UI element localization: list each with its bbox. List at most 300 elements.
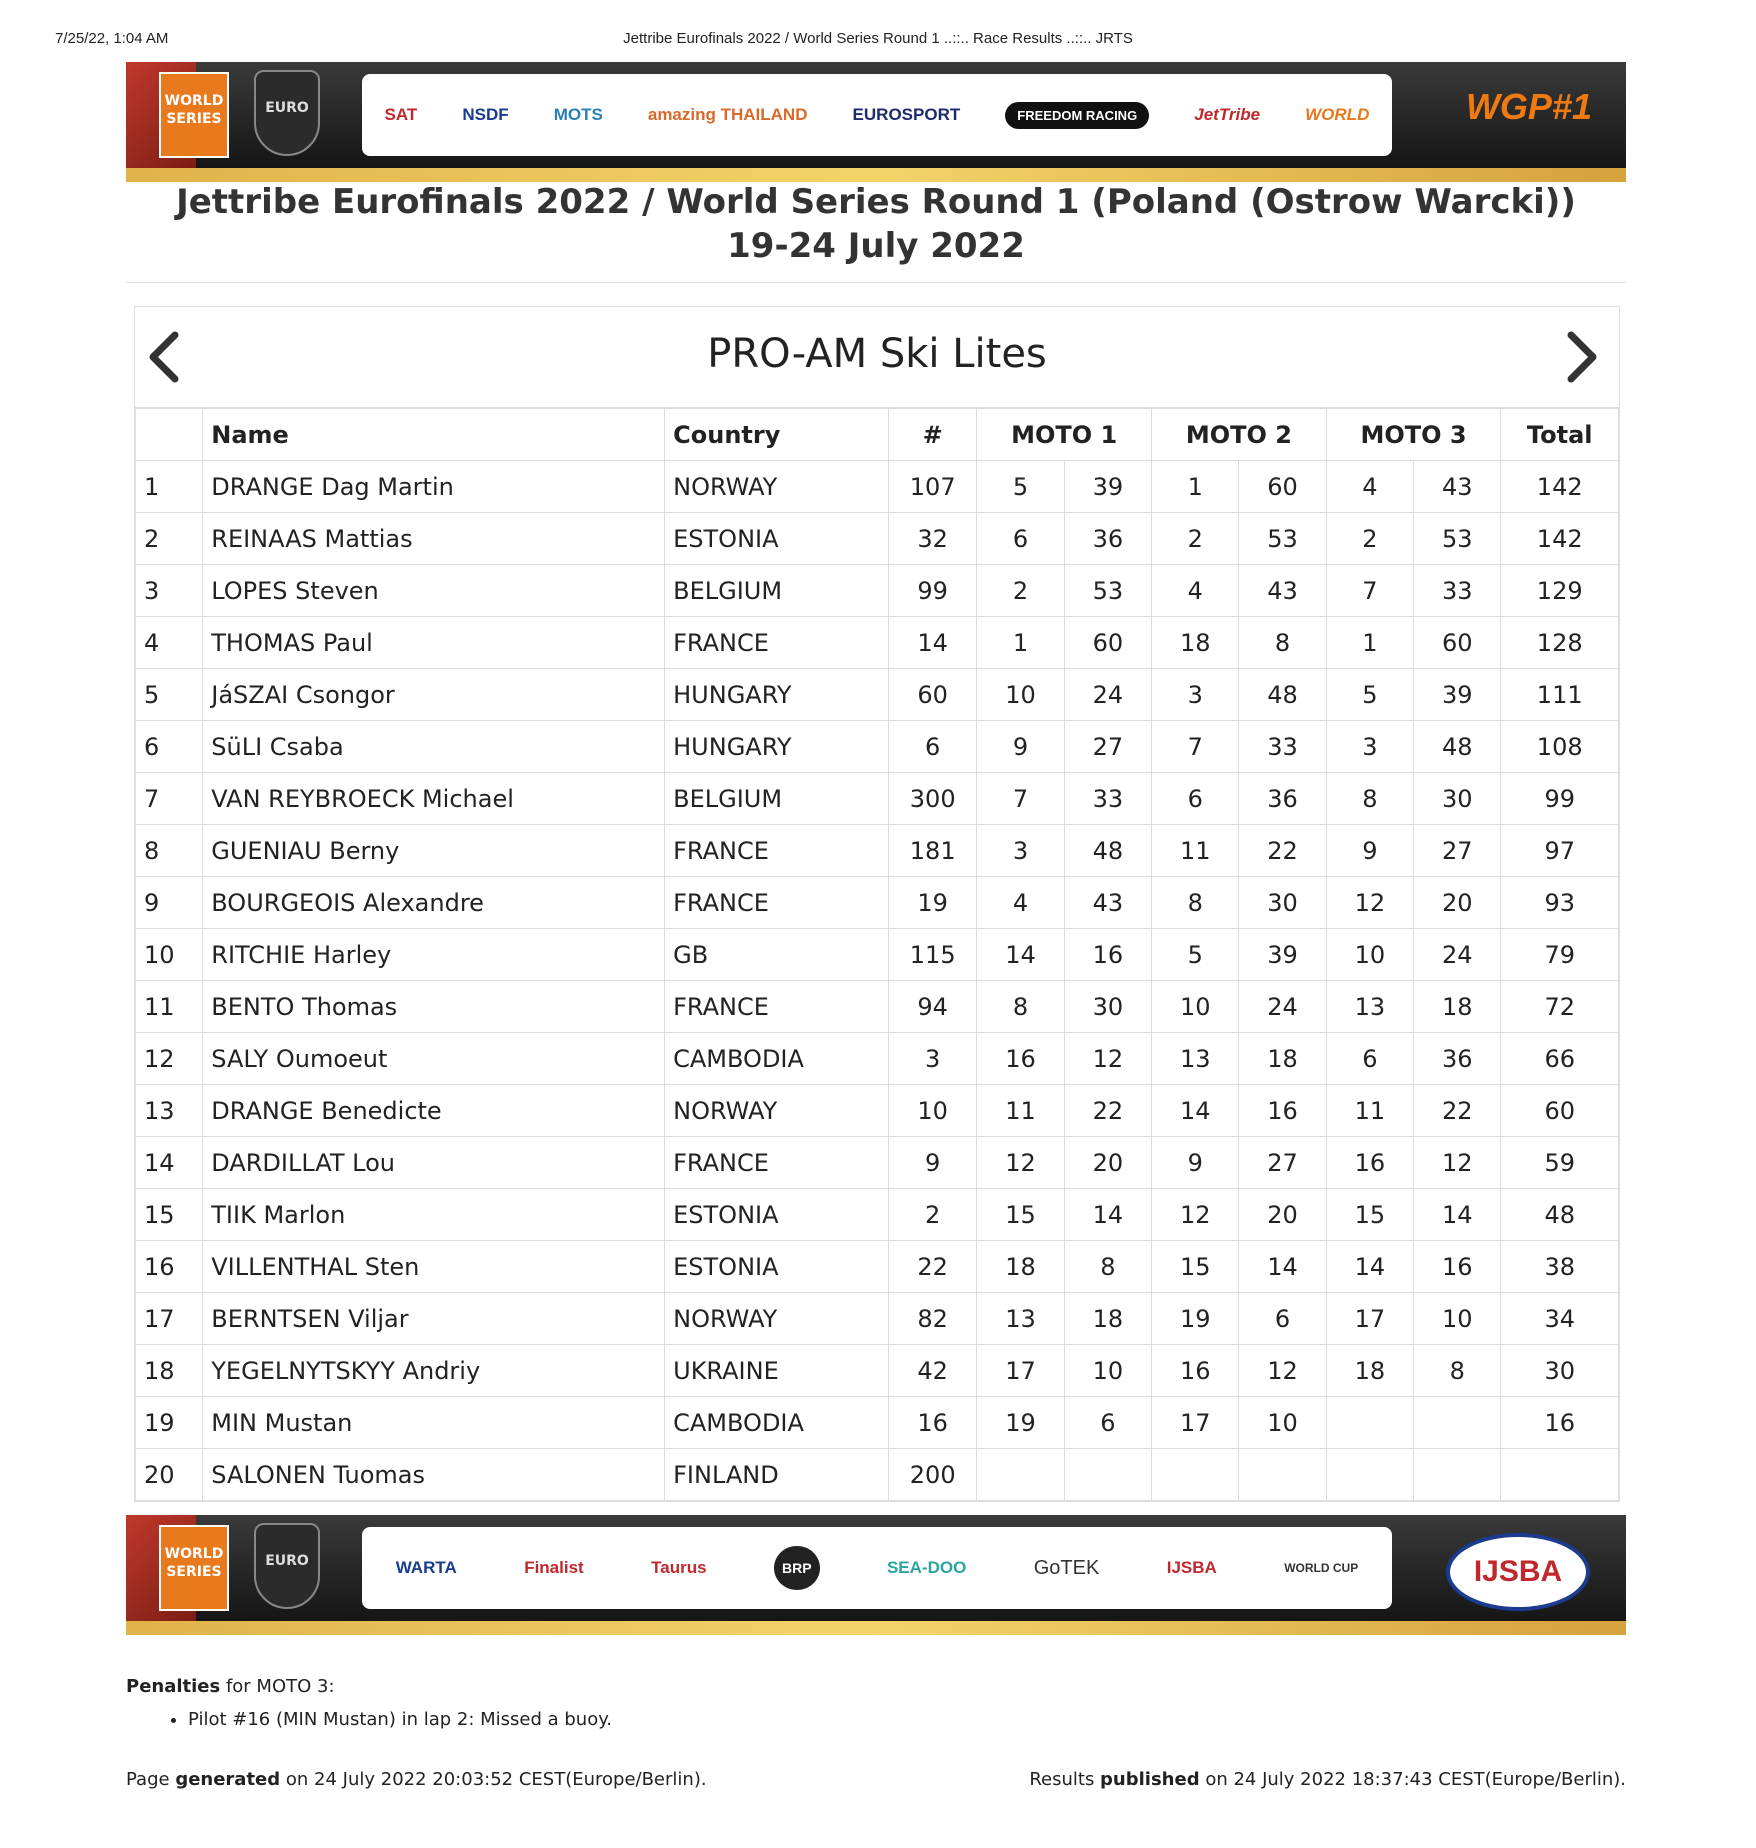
event-dates: 19-24 July 2022	[727, 226, 1025, 266]
total-cell: 128	[1501, 617, 1619, 669]
table-row	[136, 1189, 1619, 1241]
moto3-place-cell: 17	[1326, 1293, 1413, 1345]
moto3-place-cell: 16	[1326, 1137, 1413, 1189]
top-sponsor-banner	[126, 62, 1626, 182]
moto2-place-cell	[1152, 1449, 1239, 1501]
number-cell: 19	[889, 877, 977, 929]
moto3-points-cell: 43	[1414, 461, 1501, 513]
number-cell: 115	[889, 929, 977, 981]
moto1-place-cell: 3	[977, 825, 1064, 877]
moto2-points-cell: 10	[1239, 1397, 1326, 1449]
sponsor-logo: WORLD	[1305, 105, 1370, 124]
table-header-row	[136, 409, 1619, 461]
table-row	[136, 513, 1619, 565]
moto1-points-cell: 22	[1064, 1085, 1151, 1137]
number-cell: 99	[889, 565, 977, 617]
number-cell: 2	[889, 1189, 977, 1241]
moto2-place-cell: 10	[1152, 981, 1239, 1033]
moto3-points-cell: 39	[1414, 669, 1501, 721]
header-moto3: MOTO 3	[1326, 409, 1501, 461]
sponsor-logo: EUROSPORT	[852, 105, 961, 124]
euro-jetski-logo: EURO	[254, 1523, 320, 1609]
moto1-points-cell: 36	[1064, 513, 1151, 565]
number-cell: 107	[889, 461, 977, 513]
sponsor-logo: NSDF	[462, 105, 509, 124]
moto1-place-cell: 7	[977, 773, 1064, 825]
sponsor-logo: FREEDOM RACING	[1005, 102, 1149, 129]
moto1-place-cell: 4	[977, 877, 1064, 929]
moto2-place-cell: 16	[1152, 1345, 1239, 1397]
print-date: 7/25/22, 1:04 AM	[55, 30, 169, 47]
moto3-place-cell: 8	[1326, 773, 1413, 825]
total-cell: 108	[1501, 721, 1619, 773]
total-cell: 93	[1501, 877, 1619, 929]
moto3-points-cell	[1414, 1397, 1501, 1449]
moto3-place-cell: 4	[1326, 461, 1413, 513]
generated-date: on 24 July 2022 20:03:52 CEST(Europe/Berlin).	[280, 1769, 707, 1790]
moto2-place-cell: 1	[1152, 461, 1239, 513]
moto2-place-cell: 13	[1152, 1033, 1239, 1085]
sponsor-logo: SEA-DOO	[886, 1558, 967, 1577]
table-row	[136, 1397, 1619, 1449]
name-cell: TIIK Marlon	[203, 1189, 665, 1241]
country-cell: FRANCE	[665, 1137, 889, 1189]
country-cell: NORWAY	[665, 1293, 889, 1345]
moto1-place-cell: 12	[977, 1137, 1064, 1189]
position-cell: 10	[136, 929, 203, 981]
position-cell: 2	[136, 513, 203, 565]
moto2-place-cell: 18	[1152, 617, 1239, 669]
total-cell: 48	[1501, 1189, 1619, 1241]
penalties-section	[126, 1676, 612, 1730]
name-cell: VILLENTHAL Sten	[203, 1241, 665, 1293]
number-cell: 14	[889, 617, 977, 669]
total-cell: 72	[1501, 981, 1619, 1033]
total-cell: 129	[1501, 565, 1619, 617]
moto2-points-cell: 43	[1239, 565, 1326, 617]
position-cell: 15	[136, 1189, 203, 1241]
header-pos	[136, 409, 203, 461]
name-cell: RITCHIE Harley	[203, 929, 665, 981]
moto3-points-cell: 22	[1414, 1085, 1501, 1137]
moto1-points-cell: 8	[1064, 1241, 1151, 1293]
generated-prefix: Page	[126, 1769, 176, 1790]
chevron-right-icon[interactable]	[1557, 327, 1605, 387]
ijsba-logo: IJSBA	[1446, 1533, 1590, 1611]
sponsor-logo: JetTribe	[1194, 105, 1261, 124]
number-cell: 16	[889, 1397, 977, 1449]
table-row	[136, 1085, 1619, 1137]
published-prefix: Results	[1029, 1769, 1101, 1790]
moto3-place-cell: 11	[1326, 1085, 1413, 1137]
moto2-points-cell: 24	[1239, 981, 1326, 1033]
moto3-place-cell: 12	[1326, 877, 1413, 929]
table-row	[136, 461, 1619, 513]
moto1-place-cell: 14	[977, 929, 1064, 981]
number-cell: 181	[889, 825, 977, 877]
moto3-place-cell: 14	[1326, 1241, 1413, 1293]
sponsor-logo: WARTA	[395, 1558, 457, 1577]
moto3-points-cell: 36	[1414, 1033, 1501, 1085]
name-cell: JáSZAI Csongor	[203, 669, 665, 721]
number-cell: 10	[889, 1085, 977, 1137]
moto3-place-cell: 2	[1326, 513, 1413, 565]
header-number: #	[889, 409, 977, 461]
position-cell: 9	[136, 877, 203, 929]
print-title: Jettribe Eurofinals 2022 / World Series Round 1 ..::.. Race Results ..::.. JRTS	[623, 30, 1133, 47]
moto2-points-cell: 16	[1239, 1085, 1326, 1137]
country-cell: FRANCE	[665, 981, 889, 1033]
country-cell: ESTONIA	[665, 1189, 889, 1241]
moto3-place-cell: 1	[1326, 617, 1413, 669]
generated-timestamp	[126, 1769, 707, 1790]
penalties-list	[126, 1709, 612, 1730]
table-row	[136, 773, 1619, 825]
moto2-place-cell: 2	[1152, 513, 1239, 565]
moto3-place-cell	[1326, 1397, 1413, 1449]
moto1-place-cell: 10	[977, 669, 1064, 721]
country-cell: CAMBODIA	[665, 1033, 889, 1085]
results-card	[134, 306, 1620, 1502]
moto1-place-cell: 16	[977, 1033, 1064, 1085]
class-header	[135, 307, 1619, 408]
published-timestamp	[1029, 1769, 1626, 1790]
moto3-points-cell: 8	[1414, 1345, 1501, 1397]
moto2-points-cell: 6	[1239, 1293, 1326, 1345]
moto3-points-cell: 14	[1414, 1189, 1501, 1241]
header-moto1: MOTO 1	[977, 409, 1152, 461]
moto1-place-cell: 9	[977, 721, 1064, 773]
total-cell: 79	[1501, 929, 1619, 981]
position-cell: 7	[136, 773, 203, 825]
sponsor-strip	[362, 1527, 1392, 1609]
table-row	[136, 929, 1619, 981]
sponsor-logo: GoTEK	[1033, 1556, 1100, 1579]
table-row	[136, 721, 1619, 773]
total-cell	[1501, 1449, 1619, 1501]
position-cell: 8	[136, 825, 203, 877]
moto1-points-cell: 60	[1064, 617, 1151, 669]
moto2-points-cell: 30	[1239, 877, 1326, 929]
moto2-points-cell: 36	[1239, 773, 1326, 825]
position-cell: 1	[136, 461, 203, 513]
country-cell: ESTONIA	[665, 1241, 889, 1293]
table-row	[136, 877, 1619, 929]
moto3-points-cell: 18	[1414, 981, 1501, 1033]
total-cell: 142	[1501, 461, 1619, 513]
number-cell: 94	[889, 981, 977, 1033]
moto3-place-cell: 5	[1326, 669, 1413, 721]
print-header	[0, 0, 1756, 70]
sponsor-logo: IJSBA	[1166, 1558, 1217, 1577]
name-cell: SALY Oumoeut	[203, 1033, 665, 1085]
number-cell: 60	[889, 669, 977, 721]
total-cell: 59	[1501, 1137, 1619, 1189]
number-cell: 200	[889, 1449, 977, 1501]
moto2-points-cell: 27	[1239, 1137, 1326, 1189]
event-title-block	[126, 180, 1626, 283]
name-cell: GUENIAU Berny	[203, 825, 665, 877]
name-cell: BENTO Thomas	[203, 981, 665, 1033]
sponsor-logo: MOTS	[553, 105, 603, 124]
moto3-place-cell: 7	[1326, 565, 1413, 617]
country-cell: NORWAY	[665, 461, 889, 513]
country-cell: HUNGARY	[665, 721, 889, 773]
country-cell: UKRAINE	[665, 1345, 889, 1397]
event-title: Jettribe Eurofinals 2022 / World Series Round 1 (Poland (Ostrow Warcki))	[176, 182, 1576, 222]
moto1-place-cell: 1	[977, 617, 1064, 669]
penalties-label: Penalties	[126, 1676, 221, 1697]
moto3-place-cell	[1326, 1449, 1413, 1501]
moto1-points-cell: 24	[1064, 669, 1151, 721]
moto2-place-cell: 11	[1152, 825, 1239, 877]
moto1-points-cell: 27	[1064, 721, 1151, 773]
moto2-points-cell: 53	[1239, 513, 1326, 565]
table-row	[136, 1241, 1619, 1293]
table-row	[136, 1345, 1619, 1397]
moto1-place-cell: 2	[977, 565, 1064, 617]
euro-jetski-logo: EURO	[254, 70, 320, 156]
position-cell: 11	[136, 981, 203, 1033]
table-row	[136, 981, 1619, 1033]
name-cell: BERNTSEN Viljar	[203, 1293, 665, 1345]
name-cell: BOURGEOIS Alexandre	[203, 877, 665, 929]
moto2-points-cell: 33	[1239, 721, 1326, 773]
moto2-place-cell: 8	[1152, 877, 1239, 929]
moto1-points-cell: 20	[1064, 1137, 1151, 1189]
total-cell: 97	[1501, 825, 1619, 877]
position-cell: 12	[136, 1033, 203, 1085]
moto1-place-cell: 11	[977, 1085, 1064, 1137]
sponsor-logo: WORLD CUP	[1284, 1561, 1359, 1575]
published-date: on 24 July 2022 18:37:43 CEST(Europe/Berlin).	[1199, 1769, 1626, 1790]
position-cell: 4	[136, 617, 203, 669]
moto2-place-cell: 12	[1152, 1189, 1239, 1241]
bottom-sponsor-banner	[126, 1515, 1626, 1635]
moto3-points-cell: 10	[1414, 1293, 1501, 1345]
penalties-moto: for MOTO 3:	[220, 1676, 335, 1697]
number-cell: 42	[889, 1345, 977, 1397]
moto3-points-cell: 20	[1414, 877, 1501, 929]
table-row	[136, 1033, 1619, 1085]
moto3-place-cell: 18	[1326, 1345, 1413, 1397]
name-cell: LOPES Steven	[203, 565, 665, 617]
moto2-place-cell: 4	[1152, 565, 1239, 617]
total-cell: 38	[1501, 1241, 1619, 1293]
name-cell: REINAAS Mattias	[203, 513, 665, 565]
position-cell: 16	[136, 1241, 203, 1293]
moto1-points-cell: 33	[1064, 773, 1151, 825]
country-cell: FRANCE	[665, 825, 889, 877]
moto3-points-cell: 16	[1414, 1241, 1501, 1293]
moto1-place-cell: 6	[977, 513, 1064, 565]
total-cell: 142	[1501, 513, 1619, 565]
name-cell: VAN REYBROECK Michael	[203, 773, 665, 825]
total-cell: 16	[1501, 1397, 1619, 1449]
moto2-points-cell: 12	[1239, 1345, 1326, 1397]
total-cell: 99	[1501, 773, 1619, 825]
world-series-logo: WORLD SERIES	[159, 1525, 229, 1611]
country-cell: FRANCE	[665, 877, 889, 929]
header-country: Country	[665, 409, 889, 461]
total-cell: 30	[1501, 1345, 1619, 1397]
sponsor-logo: Taurus	[651, 1558, 707, 1577]
name-cell: SüLI Csaba	[203, 721, 665, 773]
moto1-points-cell: 43	[1064, 877, 1151, 929]
moto3-place-cell: 6	[1326, 1033, 1413, 1085]
moto3-points-cell: 48	[1414, 721, 1501, 773]
moto2-points-cell	[1239, 1449, 1326, 1501]
table-row	[136, 565, 1619, 617]
moto3-points-cell: 24	[1414, 929, 1501, 981]
position-cell: 5	[136, 669, 203, 721]
header-moto2: MOTO 2	[1152, 409, 1327, 461]
moto3-place-cell: 9	[1326, 825, 1413, 877]
moto1-place-cell: 15	[977, 1189, 1064, 1241]
number-cell: 82	[889, 1293, 977, 1345]
table-row	[136, 825, 1619, 877]
moto1-points-cell: 6	[1064, 1397, 1151, 1449]
sponsor-logo: Finalist	[524, 1558, 584, 1577]
name-cell: THOMAS Paul	[203, 617, 665, 669]
moto3-points-cell	[1414, 1449, 1501, 1501]
name-cell: YEGELNYTSKYY Andriy	[203, 1345, 665, 1397]
total-cell: 60	[1501, 1085, 1619, 1137]
position-cell: 20	[136, 1449, 203, 1501]
country-cell: FINLAND	[665, 1449, 889, 1501]
table-row	[136, 1137, 1619, 1189]
moto2-points-cell: 14	[1239, 1241, 1326, 1293]
sponsor-logo: amazing THAILAND	[647, 105, 808, 124]
number-cell: 300	[889, 773, 977, 825]
country-cell: ESTONIA	[665, 513, 889, 565]
wgp-logo: WGP#1	[1465, 86, 1592, 127]
moto1-place-cell: 5	[977, 461, 1064, 513]
country-cell: NORWAY	[665, 1085, 889, 1137]
moto2-place-cell: 14	[1152, 1085, 1239, 1137]
name-cell: SALONEN Tuomas	[203, 1449, 665, 1501]
moto1-points-cell: 10	[1064, 1345, 1151, 1397]
moto3-place-cell: 13	[1326, 981, 1413, 1033]
penalties-heading	[126, 1676, 612, 1697]
position-cell: 19	[136, 1397, 203, 1449]
moto1-points-cell: 14	[1064, 1189, 1151, 1241]
number-cell: 9	[889, 1137, 977, 1189]
moto2-points-cell: 20	[1239, 1189, 1326, 1241]
results-table	[135, 408, 1619, 1501]
sponsor-logo: SAT	[384, 105, 418, 124]
table-row	[136, 617, 1619, 669]
country-cell: BELGIUM	[665, 773, 889, 825]
header-name: Name	[203, 409, 665, 461]
moto3-points-cell: 33	[1414, 565, 1501, 617]
moto2-place-cell: 9	[1152, 1137, 1239, 1189]
moto1-place-cell: 13	[977, 1293, 1064, 1345]
header-total: Total	[1501, 409, 1619, 461]
moto1-points-cell	[1064, 1449, 1151, 1501]
moto2-place-cell: 7	[1152, 721, 1239, 773]
moto1-place-cell: 17	[977, 1345, 1064, 1397]
results-body	[136, 461, 1619, 1501]
country-cell: GB	[665, 929, 889, 981]
number-cell: 22	[889, 1241, 977, 1293]
position-cell: 17	[136, 1293, 203, 1345]
generated-label: generated	[175, 1769, 281, 1790]
moto1-place-cell: 18	[977, 1241, 1064, 1293]
moto2-points-cell: 18	[1239, 1033, 1326, 1085]
moto2-points-cell: 39	[1239, 929, 1326, 981]
moto1-points-cell: 48	[1064, 825, 1151, 877]
moto2-points-cell: 60	[1239, 461, 1326, 513]
moto3-points-cell: 60	[1414, 617, 1501, 669]
position-cell: 13	[136, 1085, 203, 1137]
total-cell: 66	[1501, 1033, 1619, 1085]
moto3-place-cell: 3	[1326, 721, 1413, 773]
position-cell: 3	[136, 565, 203, 617]
banner-gold-strip	[126, 1621, 1626, 1635]
moto1-points-cell: 39	[1064, 461, 1151, 513]
moto2-place-cell: 15	[1152, 1241, 1239, 1293]
table-row	[136, 669, 1619, 721]
penalty-item: • Pilot #16 (MIN Mustan) in lap 2: Missed a buoy.	[188, 1709, 612, 1730]
moto2-place-cell: 5	[1152, 929, 1239, 981]
moto3-points-cell: 12	[1414, 1137, 1501, 1189]
moto1-place-cell: 19	[977, 1397, 1064, 1449]
country-cell: HUNGARY	[665, 669, 889, 721]
sponsor-strip	[362, 74, 1392, 156]
number-cell: 32	[889, 513, 977, 565]
moto1-points-cell: 53	[1064, 565, 1151, 617]
table-row	[136, 1449, 1619, 1501]
position-cell: 6	[136, 721, 203, 773]
published-label: published	[1100, 1769, 1200, 1790]
position-cell: 14	[136, 1137, 203, 1189]
name-cell: DARDILLAT Lou	[203, 1137, 665, 1189]
moto2-place-cell: 6	[1152, 773, 1239, 825]
sponsor-logo: BRP	[774, 1546, 820, 1590]
country-cell: FRANCE	[665, 617, 889, 669]
moto1-place-cell: 8	[977, 981, 1064, 1033]
moto2-place-cell: 17	[1152, 1397, 1239, 1449]
moto2-points-cell: 48	[1239, 669, 1326, 721]
moto1-points-cell: 12	[1064, 1033, 1151, 1085]
total-cell: 34	[1501, 1293, 1619, 1345]
name-cell: DRANGE Benedicte	[203, 1085, 665, 1137]
name-cell: MIN Mustan	[203, 1397, 665, 1449]
moto1-points-cell: 30	[1064, 981, 1151, 1033]
moto3-points-cell: 53	[1414, 513, 1501, 565]
moto2-points-cell: 22	[1239, 825, 1326, 877]
position-cell: 18	[136, 1345, 203, 1397]
moto3-points-cell: 30	[1414, 773, 1501, 825]
moto2-points-cell: 8	[1239, 617, 1326, 669]
class-title: PRO-AM Ski Lites	[707, 331, 1047, 377]
country-cell: CAMBODIA	[665, 1397, 889, 1449]
number-cell: 3	[889, 1033, 977, 1085]
moto2-place-cell: 3	[1152, 669, 1239, 721]
moto1-points-cell: 16	[1064, 929, 1151, 981]
moto3-place-cell: 15	[1326, 1189, 1413, 1241]
total-cell: 111	[1501, 669, 1619, 721]
moto3-place-cell: 10	[1326, 929, 1413, 981]
moto1-points-cell: 18	[1064, 1293, 1151, 1345]
table-row	[136, 1293, 1619, 1345]
number-cell: 6	[889, 721, 977, 773]
name-cell: DRANGE Dag Martin	[203, 461, 665, 513]
moto3-points-cell: 27	[1414, 825, 1501, 877]
moto1-place-cell	[977, 1449, 1064, 1501]
country-cell: BELGIUM	[665, 565, 889, 617]
